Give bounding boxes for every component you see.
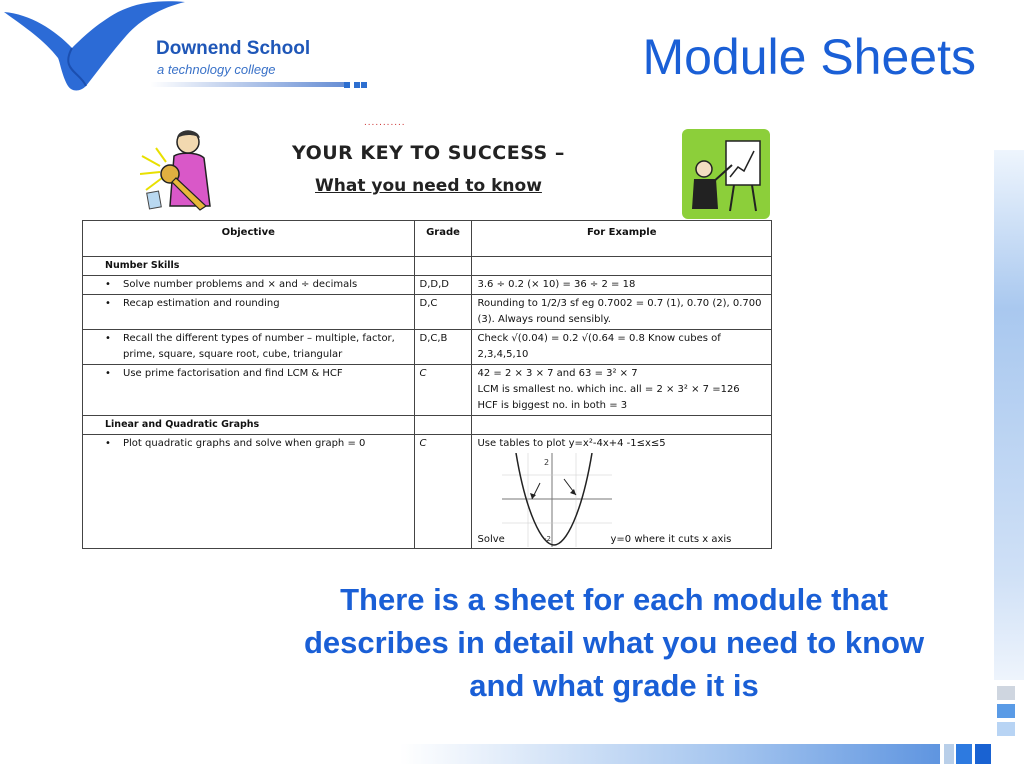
solve-label: Solve <box>477 534 505 545</box>
section-row-linear-quadratic <box>83 416 772 435</box>
example-cell <box>472 365 772 416</box>
example-line: 42 = 2 × 3 × 7 and 63 = 3² × 7 <box>477 368 638 379</box>
school-subtitle: a technology college <box>157 62 276 77</box>
objective-cell: • Use prime factorisation and find LCM & HCF <box>83 365 415 416</box>
right-decoration-bar <box>994 150 1024 680</box>
right-decoration-square <box>997 686 1015 700</box>
grade-cell: D,D,D <box>414 276 472 295</box>
example-cell: Rounding to 1/2/3 sf eg 0.7002 = 0.7 (1), 0.70 (2), 0.700 (3). Always round sensibly. <box>472 295 772 330</box>
tagline-text: There is a sheet for each module that describes in detail what you need to know and what grade it is <box>303 582 925 703</box>
bottom-decoration-square <box>944 744 954 764</box>
grade-cell: C <box>414 435 472 549</box>
example-cell: 3.6 ÷ 0.2 (× 10) = 36 ÷ 2 = 18 <box>472 276 772 295</box>
column-header-example: For Example <box>472 221 772 257</box>
bottom-decoration-bar <box>400 744 940 764</box>
example-line: LCM is smallest no. which inc. all = 2 × 3² × 7 =126 <box>477 384 740 395</box>
column-header-objective: Objective <box>83 221 415 257</box>
right-decoration-square <box>997 704 1015 718</box>
person-with-key-clipart-icon <box>140 126 230 218</box>
quadratic-graph-icon <box>502 453 612 547</box>
bottom-decoration-square <box>975 744 991 764</box>
grade-cell: D,C <box>414 295 472 330</box>
logo-square <box>361 82 367 88</box>
table-row <box>83 330 772 365</box>
objective-cell: • Recall the different types of number – multiple, factor, prime, square, square root, cube, triangular <box>83 330 415 365</box>
example-line: HCF is biggest no. in both = 3 <box>477 400 628 411</box>
logo-square <box>344 82 350 88</box>
bottom-decoration-square <box>956 744 972 764</box>
page-title: Module Sheets <box>642 29 976 85</box>
logo-square <box>354 82 360 88</box>
sheet-heading: YOUR KEY TO SUCCESS – <box>292 142 565 164</box>
logo-underline <box>150 82 350 87</box>
solve-note: y=0 where it cuts x axis <box>610 534 732 545</box>
graph-axis-label: 2 <box>544 458 550 467</box>
school-name: Downend School <box>156 38 311 59</box>
table-row <box>83 435 772 549</box>
objective-cell: • Plot quadratic graphs and solve when graph = 0 <box>83 435 415 549</box>
table-row <box>83 295 772 330</box>
section-row-number-skills <box>83 257 772 276</box>
right-decoration-square <box>997 722 1015 736</box>
graph-axis-label: -2 <box>544 535 552 543</box>
example-cell <box>472 435 772 549</box>
table-header-row <box>83 221 772 257</box>
objective-cell: • Solve number problems and × and ÷ decimals <box>83 276 415 295</box>
grade-cell: C <box>414 365 472 416</box>
example-line: Use tables to plot y=x²-4x+4 -1≤x≤5 <box>477 438 666 449</box>
sheet-subheading: What you need to know <box>315 176 542 196</box>
sheet-dots: ........... <box>364 117 406 128</box>
objectives-table <box>82 220 772 549</box>
grade-cell: D,C,B <box>414 330 472 365</box>
teacher-with-chart-clipart-icon <box>682 129 770 219</box>
section-label: Number Skills <box>83 257 415 276</box>
table-row <box>83 365 772 416</box>
table-row <box>83 276 772 295</box>
example-cell: Check √(0.04) = 0.2 √(0.64 = 0.8 Know cubes of 2,3,4,5,10 <box>472 330 772 365</box>
section-label: Linear and Quadratic Graphs <box>83 416 415 435</box>
objective-cell: • Recap estimation and rounding <box>83 295 415 330</box>
column-header-grade: Grade <box>414 221 472 257</box>
